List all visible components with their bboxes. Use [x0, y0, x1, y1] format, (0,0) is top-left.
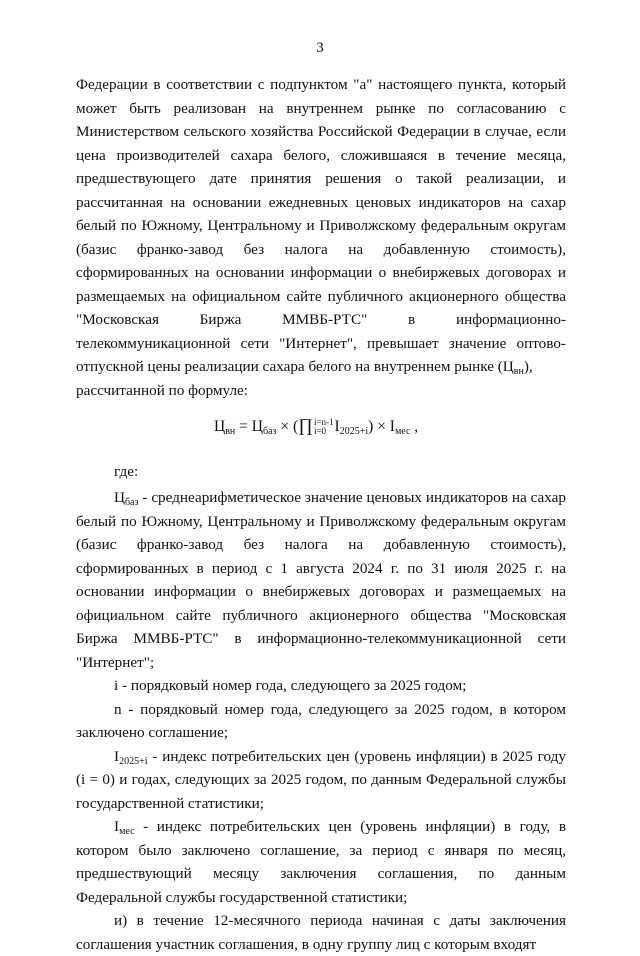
definition-baz-text: - среднеарифметическое значение ценовых индикаторов на сахар белый по Южному, Центральному и Приволжскому федеральным округам (базис франко-завод без налога на добавленную стоимость), сформированных в период с 1 августа 2024 г. по 31 июля 2025 г. на основании информации о внебиржевых договорах и размещаемых на официальном сайте публичного акционерного общества "Московская Биржа ММВБ-РТС" в информационно-телекоммуникационной сети "Интернет"; [76, 489, 566, 671]
definition-i2025-symbol: I [114, 747, 120, 765]
formula-baz-subscript: баз [262, 426, 277, 437]
product-lower-limit: i=0 [313, 426, 327, 437]
page-number: 3 [316, 40, 324, 56]
formula-lhs-subscript: вн [225, 426, 236, 437]
definition-baz-subscript: баз [124, 497, 139, 508]
price-internal-subscript: вн [513, 366, 524, 377]
where-label: где: [114, 463, 139, 480]
definition-imes-symbol: I [114, 818, 120, 835]
formula-mes-subscript: мес [394, 426, 411, 437]
product-upper-limit: i=n-1 [313, 417, 334, 428]
definition-i2025-subscript: 2025+i [119, 755, 148, 767]
formula-comma: , [410, 418, 419, 435]
paragraph-intro-text: Федерации в соответствии с подпунктом "а" настоящего пункта, который может быть реализован на внутреннем рынке по согласованию с Министерством сельского хозяйства Российской Федерации в случае, если цена производителей сахара белого, сложившаяся в течение месяца, предшествующего дате принятия решения о такой реализации, и рассчитанная на основании ежедневных ценовых индикаторов на сахар белый по Южному, Центральному и Приволжскому федеральным округам (базис франко-завод без налога на добавленную стоимость), сформированных на основании информации о внебиржевых договорах и размещаемых на официальном сайте публичного акционерного общества "Московская Биржа ММВБ-РТС" в информационно-телекоммуникационной сети "Интернет", превышает значение оптово-отпускной цены реализации сахара белого на внутреннем рынке (Ц [76, 76, 566, 375]
paragraph-intro-end: ), [523, 358, 533, 375]
product-symbol: ∏ [298, 415, 313, 435]
formula-lhs: Ц [214, 418, 226, 435]
definition-i2025-text: - индекс потребительских цен (уровень инфляции) в 2025 году (i = 0) и годах, следующих за 2025 годом, по данным Федеральной службы государственной статистики; [76, 747, 566, 812]
document-body [76, 73, 566, 956]
definition-imes-subscript: мес [119, 826, 135, 837]
formula-index: I [334, 418, 340, 435]
definition-imes-text: - индекс потребительских цен (уровень инфляции) в году, в котором было заключено соглашение, за период с января по месяц, предшествующий месяцу заключения соглашения, по данным Федеральной службы государственной статистики; [76, 818, 566, 906]
product-limits [314, 418, 334, 436]
definition-imes [76, 815, 566, 909]
paragraph-intro [76, 73, 566, 379]
definition-i: i - порядковый номер года, следующего за 2025 годом; [114, 677, 467, 694]
definition-baz-symbol: Ц [114, 489, 125, 506]
formula-equals: = Ц [235, 418, 263, 435]
definition-baz [76, 486, 566, 674]
item-i: и) в течение 12-месячного периода начиная с даты заключения соглашения участник соглашения, в одну группу лиц с которым входят [76, 912, 566, 953]
formula-index-subscript: 2025+i [339, 426, 369, 437]
price-formula [76, 402, 566, 458]
formula-close: ) × I [368, 418, 395, 435]
definition-i2025 [76, 745, 566, 816]
definition-n: n - порядковый номер года, следующего за 2025 годом, в котором заключено соглашение; [76, 700, 566, 741]
paragraph-intro-last: рассчитанной по формуле: [76, 381, 249, 399]
formula-times: × ( [276, 418, 299, 435]
